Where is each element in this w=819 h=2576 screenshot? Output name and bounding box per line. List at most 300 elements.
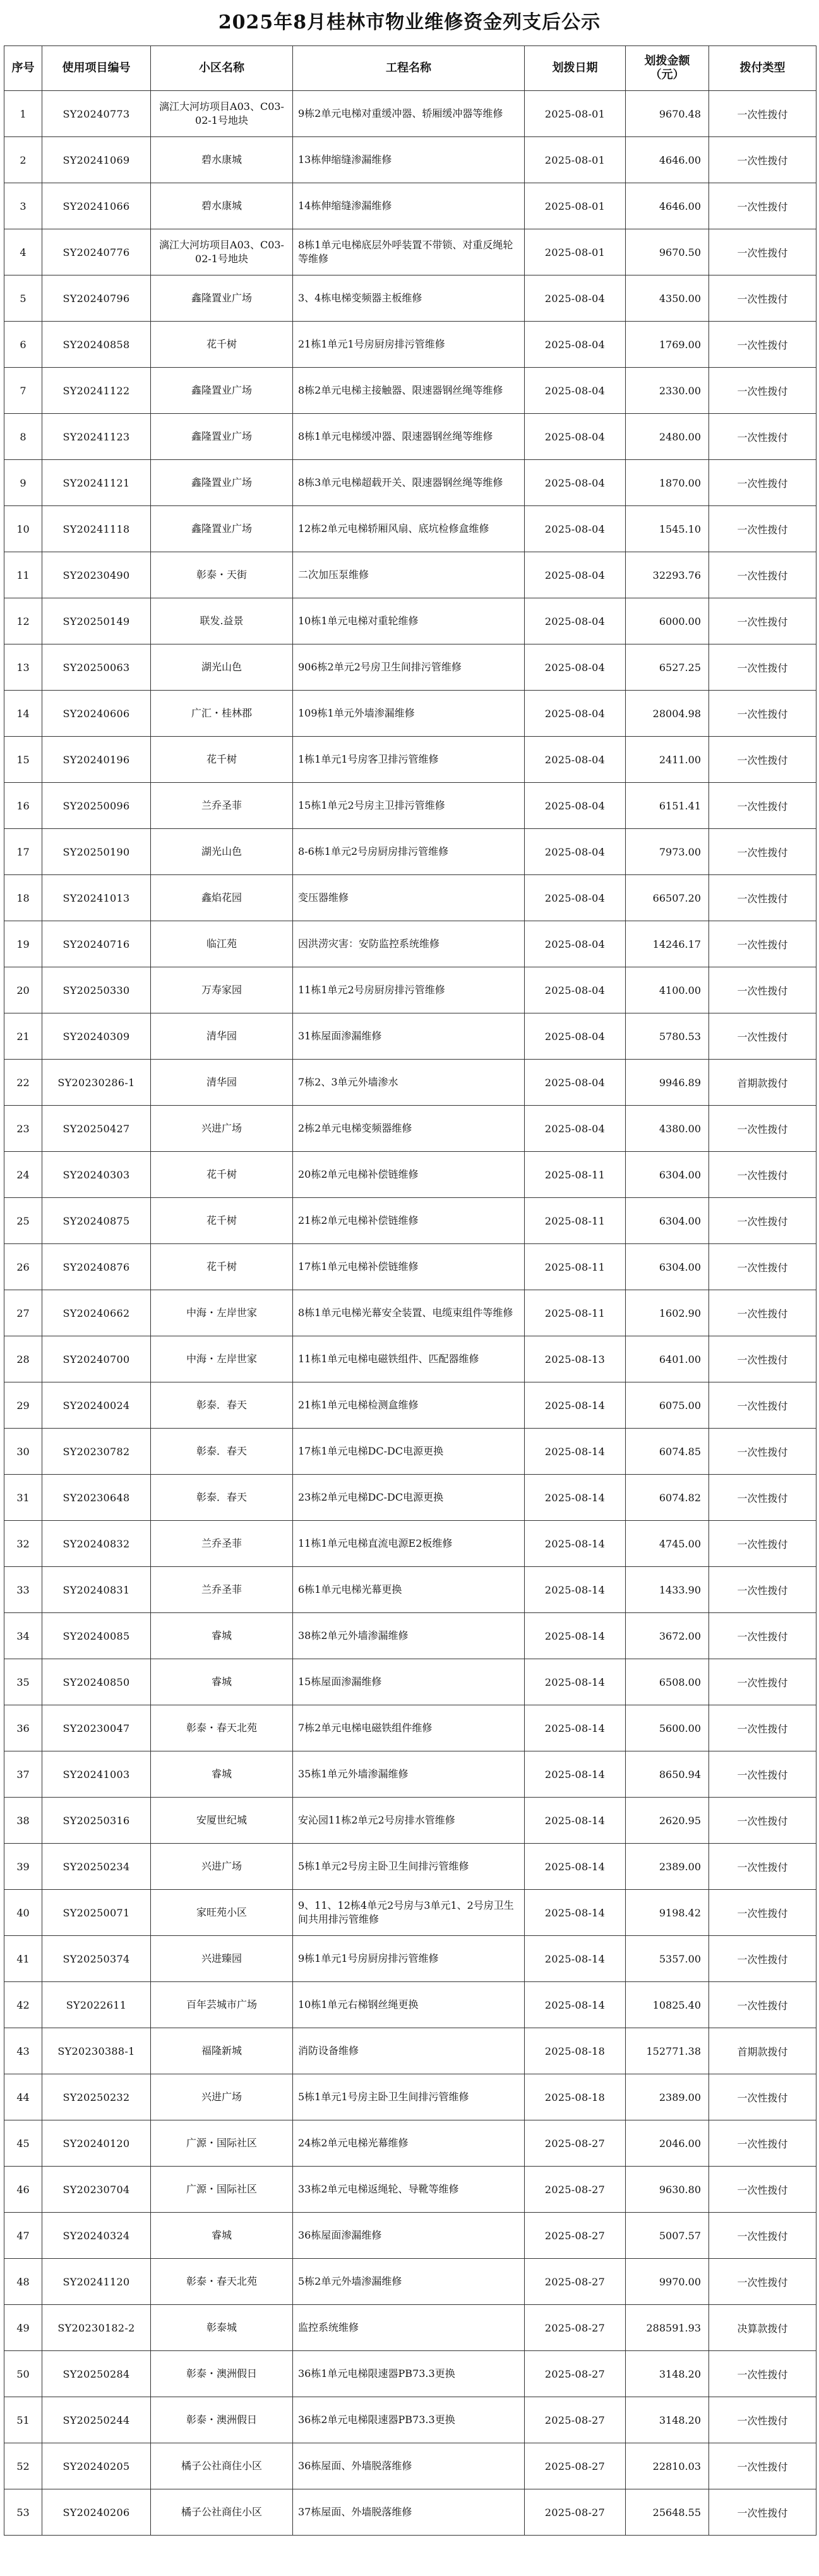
community-name: 睿城	[151, 1613, 293, 1659]
community-name: 花千树	[151, 1152, 293, 1198]
project-code: SY20241003	[42, 1751, 151, 1798]
table-row	[4, 2489, 816, 2536]
payment-type: 一次性拨付	[709, 829, 816, 875]
table-row	[4, 1198, 816, 1244]
project-name: 17栋1单元电梯补偿链维修	[293, 1244, 525, 1290]
amount: 2411.00	[626, 737, 709, 783]
table-row	[4, 1382, 816, 1429]
table-row	[4, 1798, 816, 1844]
amount: 9630.80	[626, 2167, 709, 2213]
project-name: 23栋2单元电梯DC-DC电源更换	[293, 1475, 525, 1521]
header-payment-type: 拨付类型	[709, 46, 816, 91]
disbursement-date: 2025-08-04	[525, 414, 626, 460]
amount: 6000.00	[626, 598, 709, 644]
row-index: 37	[4, 1751, 42, 1798]
project-name: 906栋2单元2号房卫生间排污管维修	[293, 644, 525, 691]
project-code: SY20250071	[42, 1890, 151, 1936]
disbursement-date: 2025-08-04	[525, 506, 626, 552]
project-code: SY20250330	[42, 967, 151, 1013]
disbursement-date: 2025-08-18	[525, 2074, 626, 2120]
amount: 25648.55	[626, 2489, 709, 2536]
table-row	[4, 2397, 816, 2443]
disbursement-date: 2025-08-01	[525, 91, 626, 137]
row-index: 28	[4, 1336, 42, 1382]
amount: 4745.00	[626, 1521, 709, 1567]
disbursement-date: 2025-08-27	[525, 2443, 626, 2489]
community-name: 鑫隆置业广场	[151, 506, 293, 552]
table-row	[4, 691, 816, 737]
disbursement-date: 2025-08-01	[525, 183, 626, 229]
table-row	[4, 1521, 816, 1567]
amount: 1602.90	[626, 1290, 709, 1336]
table-row	[4, 1475, 816, 1521]
disbursement-date: 2025-08-14	[525, 1659, 626, 1705]
row-index: 40	[4, 1890, 42, 1936]
table-header-row	[4, 46, 816, 91]
header-project-name: 工程名称	[293, 46, 525, 91]
header-project-code: 使用项目编号	[42, 46, 151, 91]
amount: 2389.00	[626, 1844, 709, 1890]
amount: 6074.82	[626, 1475, 709, 1521]
table-row	[4, 1152, 816, 1198]
row-index: 20	[4, 967, 42, 1013]
payment-type: 一次性拨付	[709, 91, 816, 137]
payment-type: 一次性拨付	[709, 1244, 816, 1290]
amount: 2046.00	[626, 2120, 709, 2167]
project-name: 17栋1单元电梯DC-DC电源更换	[293, 1429, 525, 1475]
disbursement-date: 2025-08-27	[525, 2213, 626, 2259]
table-row	[4, 1705, 816, 1751]
project-code: SY20250234	[42, 1844, 151, 1890]
table-row	[4, 1844, 816, 1890]
disbursement-date: 2025-08-04	[525, 783, 626, 829]
table-row	[4, 1751, 816, 1798]
amount: 2330.00	[626, 368, 709, 414]
row-index: 50	[4, 2351, 42, 2397]
project-name: 37栋屋面、外墙脱落维修	[293, 2489, 525, 2536]
project-name: 38栋2单元外墙渗漏维修	[293, 1613, 525, 1659]
row-index: 33	[4, 1567, 42, 1613]
project-name: 10栋1单元电梯对重轮维修	[293, 598, 525, 644]
row-index: 49	[4, 2305, 42, 2351]
project-name: 二次加压泵维修	[293, 552, 525, 598]
payment-type: 一次性拨付	[709, 1429, 816, 1475]
community-name: 橘子公社商住小区	[151, 2443, 293, 2489]
community-name: 鑫隆置业广场	[151, 275, 293, 322]
table-row	[4, 2305, 816, 2351]
community-name: 百年芸城市广场	[151, 1982, 293, 2028]
project-name: 21栋1单元1号房厨房排污管维修	[293, 322, 525, 368]
disbursement-date: 2025-08-14	[525, 1429, 626, 1475]
project-name: 5栋2单元外墙渗漏维修	[293, 2259, 525, 2305]
disbursement-date: 2025-08-04	[525, 1106, 626, 1152]
community-name: 鑫隆置业广场	[151, 368, 293, 414]
disbursement-date: 2025-08-14	[525, 1475, 626, 1521]
disbursement-date: 2025-08-14	[525, 1798, 626, 1844]
payment-type: 首期款拨付	[709, 1060, 816, 1106]
table-row	[4, 1429, 816, 1475]
row-index: 51	[4, 2397, 42, 2443]
page-title: 2025年8月桂林市物业维修资金列支后公示	[218, 11, 601, 33]
project-code: SY20240832	[42, 1521, 151, 1567]
project-code: SY20230388-1	[42, 2028, 151, 2074]
amount: 6074.85	[626, 1429, 709, 1475]
project-name: 36栋2单元电梯限速器PB73.3更换	[293, 2397, 525, 2443]
amount: 4350.00	[626, 275, 709, 322]
payment-type: 决算款拨付	[709, 2305, 816, 2351]
amount: 9198.42	[626, 1890, 709, 1936]
header-amount: 划拨金额（元）	[626, 46, 709, 91]
table-row	[4, 1659, 816, 1705]
amount: 9970.00	[626, 2259, 709, 2305]
table-row	[4, 644, 816, 691]
project-code: SY20240085	[42, 1613, 151, 1659]
community-name: 鑫隆置业广场	[151, 460, 293, 506]
disbursement-date: 2025-08-04	[525, 829, 626, 875]
disbursement-date: 2025-08-01	[525, 137, 626, 183]
community-name: 花千树	[151, 737, 293, 783]
table-row	[4, 2213, 816, 2259]
payment-type: 一次性拨付	[709, 2120, 816, 2167]
amount: 3672.00	[626, 1613, 709, 1659]
project-code: SY20230286-1	[42, 1060, 151, 1106]
table-row	[4, 1290, 816, 1336]
project-code: SY20240309	[42, 1013, 151, 1060]
row-index: 14	[4, 691, 42, 737]
project-name: 5栋1单元2号房主卧卫生间排污管维修	[293, 1844, 525, 1890]
row-index: 34	[4, 1613, 42, 1659]
payment-type: 一次性拨付	[709, 967, 816, 1013]
row-index: 52	[4, 2443, 42, 2489]
disbursement-date: 2025-08-01	[525, 229, 626, 275]
row-index: 13	[4, 644, 42, 691]
disbursement-date: 2025-08-04	[525, 598, 626, 644]
amount: 28004.98	[626, 691, 709, 737]
table-row	[4, 783, 816, 829]
payment-type: 一次性拨付	[709, 1290, 816, 1336]
row-index: 30	[4, 1429, 42, 1475]
amount: 4646.00	[626, 137, 709, 183]
amount: 14246.17	[626, 921, 709, 967]
community-name: 兴进广场	[151, 1844, 293, 1890]
project-code: SY20240876	[42, 1244, 151, 1290]
row-index: 3	[4, 183, 42, 229]
community-name: 清华园	[151, 1060, 293, 1106]
amount: 5007.57	[626, 2213, 709, 2259]
row-index: 27	[4, 1290, 42, 1336]
project-name: 15栋1单元2号房主卫排污管维修	[293, 783, 525, 829]
amount: 152771.38	[626, 2028, 709, 2074]
payment-type: 一次性拨付	[709, 1982, 816, 2028]
payment-type: 一次性拨付	[709, 1751, 816, 1798]
payment-type: 一次性拨付	[709, 2167, 816, 2213]
community-name: 湖光山色	[151, 829, 293, 875]
community-name: 鑫焰花园	[151, 875, 293, 921]
project-code: SY20250427	[42, 1106, 151, 1152]
project-code: SY20241069	[42, 137, 151, 183]
project-name: 31栋屋面渗漏维修	[293, 1013, 525, 1060]
table-row	[4, 2443, 816, 2489]
community-name: 花千树	[151, 322, 293, 368]
community-name: 广源・国际社区	[151, 2120, 293, 2167]
row-index: 12	[4, 598, 42, 644]
community-name: 中海・左岸世家	[151, 1336, 293, 1382]
row-index: 23	[4, 1106, 42, 1152]
amount: 2389.00	[626, 2074, 709, 2120]
project-code: SY20250316	[42, 1798, 151, 1844]
table-row	[4, 414, 816, 460]
payment-type: 一次性拨付	[709, 1152, 816, 1198]
project-code: SY20250284	[42, 2351, 151, 2397]
table-row	[4, 1613, 816, 1659]
amount: 9670.48	[626, 91, 709, 137]
table-row	[4, 275, 816, 322]
row-index: 42	[4, 1982, 42, 2028]
disbursement-date: 2025-08-14	[525, 1890, 626, 1936]
community-name: 睿城	[151, 1751, 293, 1798]
amount: 1870.00	[626, 460, 709, 506]
project-name: 24栋2单元电梯光幕维修	[293, 2120, 525, 2167]
payment-type: 一次性拨付	[709, 1613, 816, 1659]
table-row	[4, 1336, 816, 1382]
project-name: 8栋1单元电梯底层外呼装置不带锁、对重反绳轮等维修	[293, 229, 525, 275]
project-name: 安沁园11栋2单元2号房排水管维修	[293, 1798, 525, 1844]
row-index: 44	[4, 2074, 42, 2120]
amount: 4646.00	[626, 183, 709, 229]
payment-type: 一次性拨付	[709, 1382, 816, 1429]
amount: 10825.40	[626, 1982, 709, 2028]
table-row	[4, 91, 816, 137]
project-code: SY20241118	[42, 506, 151, 552]
payment-type: 一次性拨付	[709, 1659, 816, 1705]
disbursement-date: 2025-08-14	[525, 1382, 626, 1429]
payment-type: 一次性拨付	[709, 783, 816, 829]
project-code: SY20240831	[42, 1567, 151, 1613]
table-row	[4, 229, 816, 275]
community-name: 彰泰・春天北苑	[151, 2259, 293, 2305]
payment-type: 一次性拨付	[709, 1198, 816, 1244]
project-code: SY20230047	[42, 1705, 151, 1751]
disbursement-date: 2025-08-14	[525, 1982, 626, 2028]
row-index: 41	[4, 1936, 42, 1982]
community-name: 鑫隆置业广场	[151, 414, 293, 460]
row-index: 45	[4, 2120, 42, 2167]
row-index: 53	[4, 2489, 42, 2536]
project-name: 因洪涝灾害：安防监控系统维修	[293, 921, 525, 967]
row-index: 43	[4, 2028, 42, 2074]
project-name: 8栋1单元电梯光幕安全装置、电缆束组件等维修	[293, 1290, 525, 1336]
amount: 6527.25	[626, 644, 709, 691]
project-code: SY20250063	[42, 644, 151, 691]
row-index: 18	[4, 875, 42, 921]
disbursement-date: 2025-08-04	[525, 691, 626, 737]
header-index: 序号	[4, 46, 42, 91]
disbursement-date: 2025-08-04	[525, 875, 626, 921]
header-date: 划拨日期	[525, 46, 626, 91]
disbursement-date: 2025-08-04	[525, 1013, 626, 1060]
community-name: 广源・国际社区	[151, 2167, 293, 2213]
payment-type: 一次性拨付	[709, 1336, 816, 1382]
project-name: 109栋1单元外墙渗漏维修	[293, 691, 525, 737]
table-row	[4, 1060, 816, 1106]
community-name: 彰泰・澳洲假日	[151, 2397, 293, 2443]
project-name: 8栋1单元电梯缓冲器、限速器钢丝绳等维修	[293, 414, 525, 460]
project-name: 10栋1单元右梯钢丝绳更换	[293, 1982, 525, 2028]
project-name: 消防设备维修	[293, 2028, 525, 2074]
project-code: SY20240716	[42, 921, 151, 967]
disbursement-date: 2025-08-04	[525, 967, 626, 1013]
row-index: 1	[4, 91, 42, 137]
disbursement-date: 2025-08-27	[525, 2351, 626, 2397]
amount: 6508.00	[626, 1659, 709, 1705]
disbursement-date: 2025-08-14	[525, 1844, 626, 1890]
community-name: 联发.益景	[151, 598, 293, 644]
disbursement-date: 2025-08-27	[525, 2305, 626, 2351]
row-index: 6	[4, 322, 42, 368]
project-name: 11栋1单元电梯直流电源E2板维修	[293, 1521, 525, 1567]
amount: 7973.00	[626, 829, 709, 875]
disbursement-date: 2025-08-04	[525, 275, 626, 322]
project-code: SY20240324	[42, 2213, 151, 2259]
payment-type: 一次性拨付	[709, 183, 816, 229]
table-row	[4, 2167, 816, 2213]
amount: 4100.00	[626, 967, 709, 1013]
amount: 8650.94	[626, 1751, 709, 1798]
community-name: 安厦世纪城	[151, 1798, 293, 1844]
disbursement-date: 2025-08-11	[525, 1244, 626, 1290]
payment-type: 一次性拨付	[709, 2074, 816, 2120]
payment-type: 一次性拨付	[709, 644, 816, 691]
table-row	[4, 598, 816, 644]
project-name: 11栋1单元2号房厨房排污管维修	[293, 967, 525, 1013]
row-index: 2	[4, 137, 42, 183]
table-row	[4, 1106, 816, 1152]
amount: 6151.41	[626, 783, 709, 829]
payment-type: 一次性拨付	[709, 1705, 816, 1751]
table-row	[4, 368, 816, 414]
payment-type: 一次性拨付	[709, 1106, 816, 1152]
community-name: 中海・左岸世家	[151, 1290, 293, 1336]
row-index: 16	[4, 783, 42, 829]
disbursement-table	[4, 45, 816, 2536]
project-code: SY20240606	[42, 691, 151, 737]
project-name: 6栋1单元电梯光幕更换	[293, 1567, 525, 1613]
row-index: 7	[4, 368, 42, 414]
row-index: 36	[4, 1705, 42, 1751]
disbursement-date: 2025-08-04	[525, 552, 626, 598]
table-row	[4, 1567, 816, 1613]
amount: 6401.00	[626, 1336, 709, 1382]
project-name: 8栋2单元电梯主接触器、限速器钢丝绳等维修	[293, 368, 525, 414]
payment-type: 一次性拨付	[709, 414, 816, 460]
table-row	[4, 2351, 816, 2397]
table-row	[4, 737, 816, 783]
disbursement-date: 2025-08-27	[525, 2167, 626, 2213]
community-name: 彰泰・澳洲假日	[151, 2351, 293, 2397]
row-index: 39	[4, 1844, 42, 1890]
row-index: 19	[4, 921, 42, 967]
project-name: 36栋屋面、外墙脱落维修	[293, 2443, 525, 2489]
community-name: 兴进臻园	[151, 1936, 293, 1982]
table-row	[4, 1982, 816, 2028]
community-name: 睿城	[151, 1659, 293, 1705]
community-name: 漓江大河坊项目A03、C03-02-1号地块	[151, 91, 293, 137]
project-code: SY20240120	[42, 2120, 151, 2167]
project-code: SY20241122	[42, 368, 151, 414]
project-name: 15栋屋面渗漏维修	[293, 1659, 525, 1705]
table-row	[4, 967, 816, 1013]
project-name: 8栋3单元电梯超载开关、限速器钢丝绳等维修	[293, 460, 525, 506]
amount: 5357.00	[626, 1936, 709, 1982]
project-code: SY20240303	[42, 1152, 151, 1198]
project-code: SY20240850	[42, 1659, 151, 1705]
community-name: 广汇・桂林郡	[151, 691, 293, 737]
project-code: SY20241013	[42, 875, 151, 921]
table-row	[4, 829, 816, 875]
payment-type: 一次性拨付	[709, 368, 816, 414]
disbursement-date: 2025-08-14	[525, 1567, 626, 1613]
disbursement-date: 2025-08-04	[525, 921, 626, 967]
disbursement-date: 2025-08-27	[525, 2120, 626, 2167]
row-index: 10	[4, 506, 42, 552]
amount: 6304.00	[626, 1198, 709, 1244]
community-name: 彰泰城	[151, 2305, 293, 2351]
project-name: 21栋1单元电梯检测盒维修	[293, 1382, 525, 1429]
table-row	[4, 552, 816, 598]
project-name: 11栋1单元电梯电磁铁组件、匹配器维修	[293, 1336, 525, 1382]
project-name: 9、11、12栋4单元2号房与3单元1、2号房卫生间共用排污管维修	[293, 1890, 525, 1936]
row-index: 24	[4, 1152, 42, 1198]
row-index: 29	[4, 1382, 42, 1429]
disbursement-date: 2025-08-04	[525, 368, 626, 414]
community-name: 兰乔圣菲	[151, 783, 293, 829]
project-name: 36栋1单元电梯限速器PB73.3更换	[293, 2351, 525, 2397]
payment-type: 一次性拨付	[709, 229, 816, 275]
table-row	[4, 2074, 816, 2120]
payment-type: 一次性拨付	[709, 2351, 816, 2397]
payment-type: 一次性拨付	[709, 1521, 816, 1567]
project-name: 21栋2单元电梯补偿链维修	[293, 1198, 525, 1244]
payment-type: 一次性拨付	[709, 1013, 816, 1060]
community-name: 花千树	[151, 1244, 293, 1290]
project-code: SY20240662	[42, 1290, 151, 1336]
project-code: SY20241066	[42, 183, 151, 229]
community-name: 清华园	[151, 1013, 293, 1060]
disbursement-date: 2025-08-04	[525, 1060, 626, 1106]
amount: 5780.53	[626, 1013, 709, 1060]
project-name: 20栋2单元电梯补偿链维修	[293, 1152, 525, 1198]
disbursement-date: 2025-08-27	[525, 2397, 626, 2443]
payment-type: 一次性拨付	[709, 1890, 816, 1936]
payment-type: 一次性拨付	[709, 2259, 816, 2305]
community-name: 橘子公社商住小区	[151, 2489, 293, 2536]
project-code: SY20250149	[42, 598, 151, 644]
disbursement-date: 2025-08-04	[525, 460, 626, 506]
community-name: 兴进广场	[151, 2074, 293, 2120]
project-name: 3、4栋电梯变频器主板维修	[293, 275, 525, 322]
payment-type: 一次性拨付	[709, 460, 816, 506]
disbursement-date: 2025-08-04	[525, 737, 626, 783]
project-code: SY2022611	[42, 1982, 151, 2028]
project-code: SY20250096	[42, 783, 151, 829]
project-code: SY20240776	[42, 229, 151, 275]
row-index: 38	[4, 1798, 42, 1844]
table-row	[4, 1890, 816, 1936]
table-row	[4, 183, 816, 229]
row-index: 47	[4, 2213, 42, 2259]
community-name: 彰泰．春天	[151, 1382, 293, 1429]
disbursement-date: 2025-08-11	[525, 1198, 626, 1244]
